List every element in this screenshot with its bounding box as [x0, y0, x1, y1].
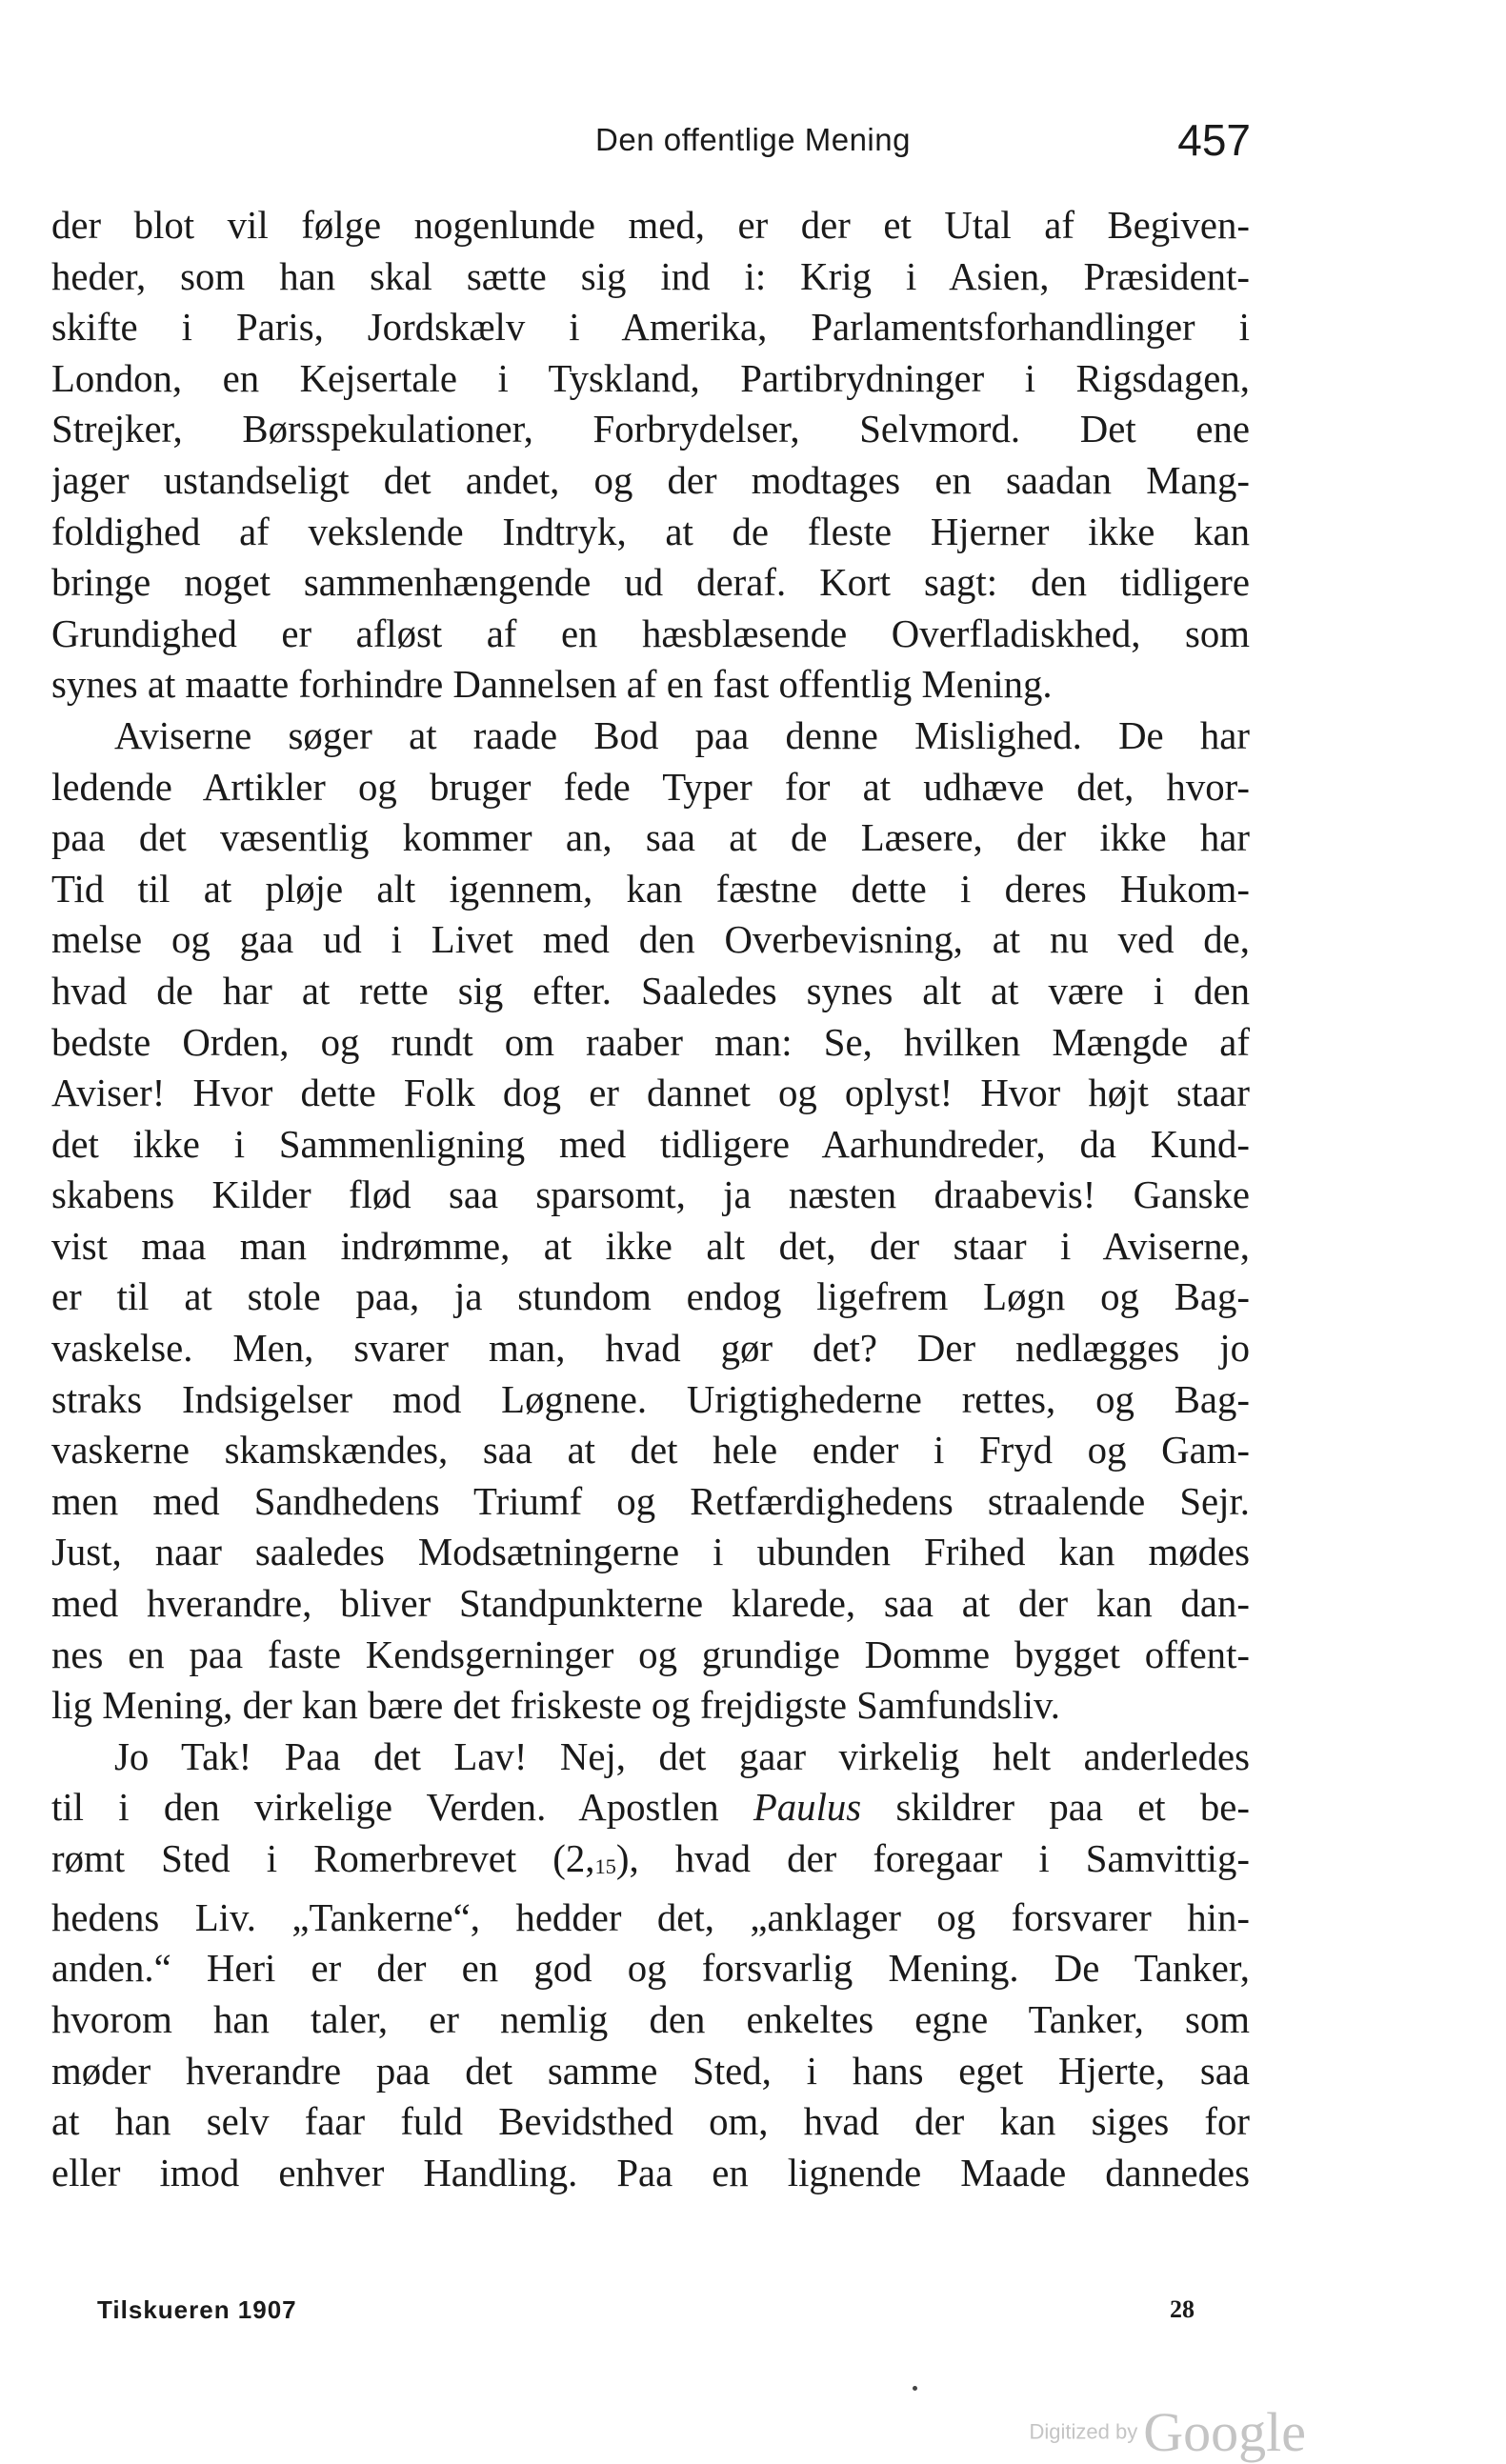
text-line: det ikke i Sammenligning med tidligere Aarhundreder, da Kund-: [51, 1122, 1250, 1166]
text-line: anden.“ Heri er der en god og forsvarlig Mening. De Tanker,: [51, 1947, 1250, 1991]
paragraph-3: [51, 1732, 1250, 2199]
text-line: London, en Kejsertale i Tyskland, Partibrydninger i Rigsdagen,: [51, 356, 1250, 400]
text-line: Aviserne søger at raade Bod paa denne Mislighed. De har: [114, 713, 1250, 757]
text-line: der blot vil følge nogenlunde med, er der et Utal af Begiven-: [51, 204, 1250, 247]
text-line: heder, som han skal sætte sig ind i: Krig i Asien, Præsident-: [51, 254, 1250, 298]
signature-mark: Tilskueren 1907: [97, 2295, 297, 2324]
text-line: bedste Orden, og rundt om raaber man: Se, hvilken Mængde af: [51, 1020, 1250, 1064]
text-line: nes en paa faste Kendsgerninger og grundige Domme bygget offent-: [51, 1633, 1250, 1676]
digitized-watermark: [1029, 2400, 1306, 2463]
text-line: Tid til at pløje alt igennem, kan fæstne dette i deres Hukom-: [51, 867, 1250, 911]
text-line: men med Sandhedens Triumf og Retfærdighedens straalende Sejr.: [51, 1479, 1250, 1523]
text-line: Just, naar saaledes Modsætningerne i ubunden Frihed kan mødes: [51, 1531, 1250, 1574]
text-line: [51, 1833, 1250, 1893]
text-line: skabens Kilder flød saa sparsomt, ja næsten draabevis! Ganske: [51, 1173, 1250, 1217]
body-text: [51, 200, 1250, 2198]
paragraph-2: [51, 711, 1250, 1732]
text-fragment: rømt Sted i Romerbrevet (2,: [51, 1837, 595, 1880]
text-line: møder hverandre paa det samme Sted, i hans eget Hjerte, saa: [51, 2049, 1250, 2093]
text-line: hedens Liv. „Tankerne“, hedder det, „anklager og forsvarer hin-: [51, 1895, 1250, 1939]
text-line: bringe noget sammenhængende ud deraf. Kort sagt: den tidligere: [51, 561, 1250, 605]
text-line: Aviser! Hvor dette Folk dog er dannet og oplyst! Hvor højt staar: [51, 1072, 1250, 1115]
verse-subscript: 15: [594, 1854, 616, 1879]
page-footer: [0, 2295, 1506, 2334]
text-line: paa det væsentlig kommer an, saa at de Læsere, der ikke har: [51, 816, 1250, 860]
text-fragment: skildrer paa et be-: [895, 1786, 1250, 1830]
text-line: eller imod enhver Handling. Paa en lignende Maade dannedes: [51, 2151, 1250, 2194]
italic-name: Paulus: [753, 1786, 862, 1830]
text-line: at han selv faar fuld Bevidsthed om, hvad der kan siges for: [51, 2100, 1250, 2144]
text-line: Jo Tak! Paa det Lav! Nej, det gaar virkelig helt anderledes: [114, 1734, 1250, 1778]
text-fragment: ), hvad der foregaar i Samvittig-: [615, 1837, 1250, 1880]
text-line: melse og gaa ud i Livet med den Overbevisning, at nu ved de,: [51, 918, 1250, 962]
text-line: [51, 1782, 1250, 1833]
text-fragment: til i den virkelige Verden. Apostlen: [51, 1786, 719, 1830]
text-line: med hverandre, bliver Standpunkterne klarede, saa at der kan dan-: [51, 1582, 1250, 1626]
running-head: [0, 114, 1506, 171]
running-title: Den offentlige Mening: [595, 122, 911, 157]
text-line: straks Indsigelser mod Løgnene. Urigtighederne rettes, og Bag-: [51, 1377, 1250, 1421]
text-line: Strejker, Børsspekulationer, Forbrydelser, Selvmord. Det ene: [51, 408, 1250, 451]
paragraph-1: [51, 200, 1250, 711]
google-logo: Google: [1143, 2401, 1306, 2463]
text-line: skifte i Paris, Jordskælv i Amerika, Parlamentsforhandlinger i: [51, 306, 1250, 350]
text-line: vaskelse. Men, svarer man, hvad gør det? Der nedlægges jo: [51, 1327, 1250, 1371]
text-line: foldighed af vekslende Indtryk, at de fleste Hjerner ikke kan: [51, 510, 1250, 553]
text-line: synes at maatte forhindre Dannelsen af en fast offentlig Mening.: [51, 663, 1053, 707]
text-line: Grundighed er afløst af en hæsblæsende Overfladiskhed, som: [51, 611, 1250, 655]
signature-number: 28: [1170, 2295, 1195, 2323]
text-line: ledende Artikler og bruger fede Typer for at udhæve det, hvor-: [51, 765, 1250, 809]
page-number: 457: [1177, 115, 1251, 165]
text-line: vist maa man indrømme, at ikke alt det, der staar i Aviserne,: [51, 1224, 1250, 1268]
watermark-prefix: Digitized by: [1029, 2419, 1138, 2444]
text-line: hvad de har at rette sig efter. Saaledes synes alt at være i den: [51, 969, 1250, 1012]
text-line: jager ustandseligt det andet, og der modtages en saadan Mang-: [51, 458, 1250, 502]
text-line: er til at stole paa, ja stundom endog ligefrem Løgn og Bag-: [51, 1275, 1250, 1319]
text-line: hvorom han taler, er nemlig den enkeltes egne Tanker, som: [51, 1998, 1250, 2042]
text-line: lig Mening, der kan bære det friskeste og frejdigste Samfundsliv.: [51, 1684, 1060, 1728]
text-line: vaskerne skamskændes, saa at det hele ender i Fryd og Gam-: [51, 1429, 1250, 1472]
stray-dot: [913, 2386, 917, 2391]
